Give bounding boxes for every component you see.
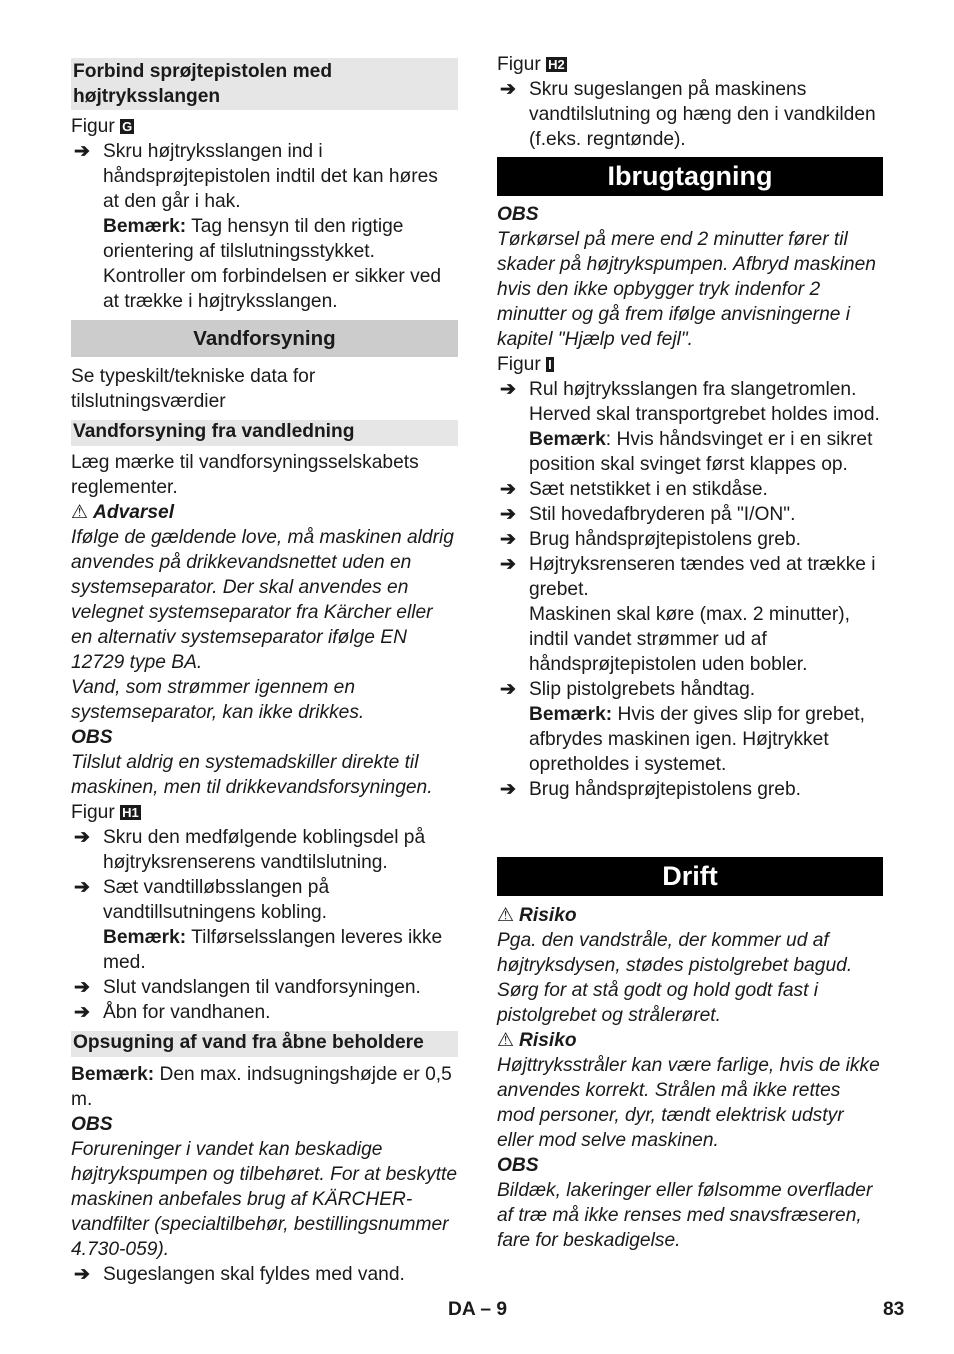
section-heading-open-containers: Opsugning af vand fra åbne beholdere xyxy=(71,1031,458,1057)
note: Bemærk: Hvis håndsvinget er i en sikret position skal svinget først klappes op. xyxy=(529,429,873,475)
list-item: ➔ Sugeslangen skal fyldes med vand. xyxy=(74,1264,405,1285)
page-label: DA – 9 xyxy=(448,1299,508,1320)
arrow-right-icon: ➔ xyxy=(500,779,517,800)
note: Bemærk: Den max. indsugningshøjde er 0,5 m. xyxy=(71,1064,452,1110)
arrow-right-icon: ➔ xyxy=(500,79,517,100)
section-heading-vandledning: Vandforsyning fra vandledning xyxy=(71,420,458,446)
figure-badge-icon: I xyxy=(548,357,552,372)
arrow-right-icon: ➔ xyxy=(500,479,517,500)
figure-badge-icon: H1 xyxy=(122,805,139,820)
arrow-right-icon: ➔ xyxy=(500,504,517,525)
figure-badge-icon: G xyxy=(122,119,133,134)
page-number: 83 xyxy=(883,1299,905,1320)
section-heading-drift: Drift xyxy=(497,857,883,896)
list-item: ➔ Skru sugeslangen på maskinens vandtilslutning og hæng den i vandkilden (f.eks. regntønde). xyxy=(500,79,876,150)
risk-heading: ⚠ Risiko xyxy=(497,1030,577,1051)
list-item: ➔ Brug håndsprøjtepistolens greb. xyxy=(500,529,801,550)
heading-text: Forbind sprøjtepistolen med højtryksslangen xyxy=(73,61,333,107)
list-item: ➔ Brug håndsprøjtepistolens greb. xyxy=(500,779,801,800)
arrow-right-icon: ➔ xyxy=(74,1264,91,1285)
arrow-right-icon: ➔ xyxy=(74,877,91,898)
paragraph: Se typeskilt/tekniske data for tilslutningsværdier xyxy=(71,366,316,412)
arrow-right-icon: ➔ xyxy=(500,679,517,700)
note: Bemærk: Tag hensyn til den rigtige orientering af tilslutningsstykket. xyxy=(103,216,404,262)
list-item: ➔ Slut vandslangen til vandforsyningen. xyxy=(74,977,421,998)
arrow-right-icon: ➔ xyxy=(500,554,517,575)
list-item: ➔ Skru højtryksslangen ind i håndsprøjtepistolen indtil det kan høres at den går i hak. Bemærk: Tag hensyn til den rigtige orientering af tilslutningsstykket. Kontroller om forbindelsen er sikker ved at trække i højtryksslangen. xyxy=(71,139,458,314)
arrow-right-icon: ➔ xyxy=(74,1002,91,1023)
arrow-right-icon: ➔ xyxy=(74,977,91,998)
section-heading-connect-gun xyxy=(71,58,458,110)
section-heading-vandforsyning: Vandforsyning xyxy=(71,320,458,357)
risk-heading: ⚠ Risiko xyxy=(497,905,577,926)
figure-badge-icon: H2 xyxy=(548,57,565,72)
arrow-right-icon: ➔ xyxy=(74,827,91,848)
list-item: ➔ Stil hovedafbryderen på "I/ON". xyxy=(500,504,796,525)
note: Bemærk: Tilførselsslangen leveres ikke med. xyxy=(103,927,443,973)
list-item: ➔ Åbn for vandhanen. xyxy=(74,1002,271,1023)
note: Bemærk: Hvis der gives slip for grebet, afbrydes maskinen igen. Højtrykket opretholdes i systemet. xyxy=(529,704,865,775)
list-item: ➔ Sæt vandtilløbsslangen på vandtillsutningens kobling. Bemærk: Tilførselsslangen leveres ikke med. xyxy=(71,875,458,975)
warning-triangle-icon: ⚠ xyxy=(71,502,89,523)
list-item: ➔ Slip pistolgrebets håndtag. Bemærk: Hvis der gives slip for grebet, afbrydes maskinen igen. Højtrykket opretholdes i systemet. xyxy=(497,677,883,777)
figure-ref: Figur I xyxy=(497,354,552,375)
figure-ref: Figur H1 xyxy=(71,802,139,823)
warning-triangle-icon: ⚠ xyxy=(497,1030,515,1051)
section-heading-ibrugtagning: Ibrugtagning xyxy=(497,157,883,196)
list-item: ➔ Rul højtryksslangen fra slangetromlen. Herved skal transportgrebet holdes imod. Bemærk: Hvis håndsvinget er i en sikret position skal svinget først klappes op. xyxy=(497,377,883,477)
figure-ref: Figur H2 xyxy=(497,54,565,75)
figure-ref: Figur G xyxy=(71,116,133,137)
arrow-right-icon: ➔ xyxy=(500,379,517,400)
list-item: ➔ Højtryksrenseren tændes ved at trække i grebet. Maskinen skal køre (max. 2 minutter), indtil vandet strømmer ud af håndsprøjtepistolen uden bobler. xyxy=(500,554,876,675)
list-item: ➔ Skru den medfølgende koblingsdel på højtryksrenserens vandtilslutning. xyxy=(74,827,426,873)
arrow-right-icon: ➔ xyxy=(74,141,91,162)
arrow-right-icon: ➔ xyxy=(500,529,517,550)
warning-triangle-icon: ⚠ xyxy=(497,905,515,926)
list-item: ➔ Sæt netstikket i en stikdåse. xyxy=(500,479,768,500)
warning-heading: ⚠ Advarsel xyxy=(71,502,175,523)
